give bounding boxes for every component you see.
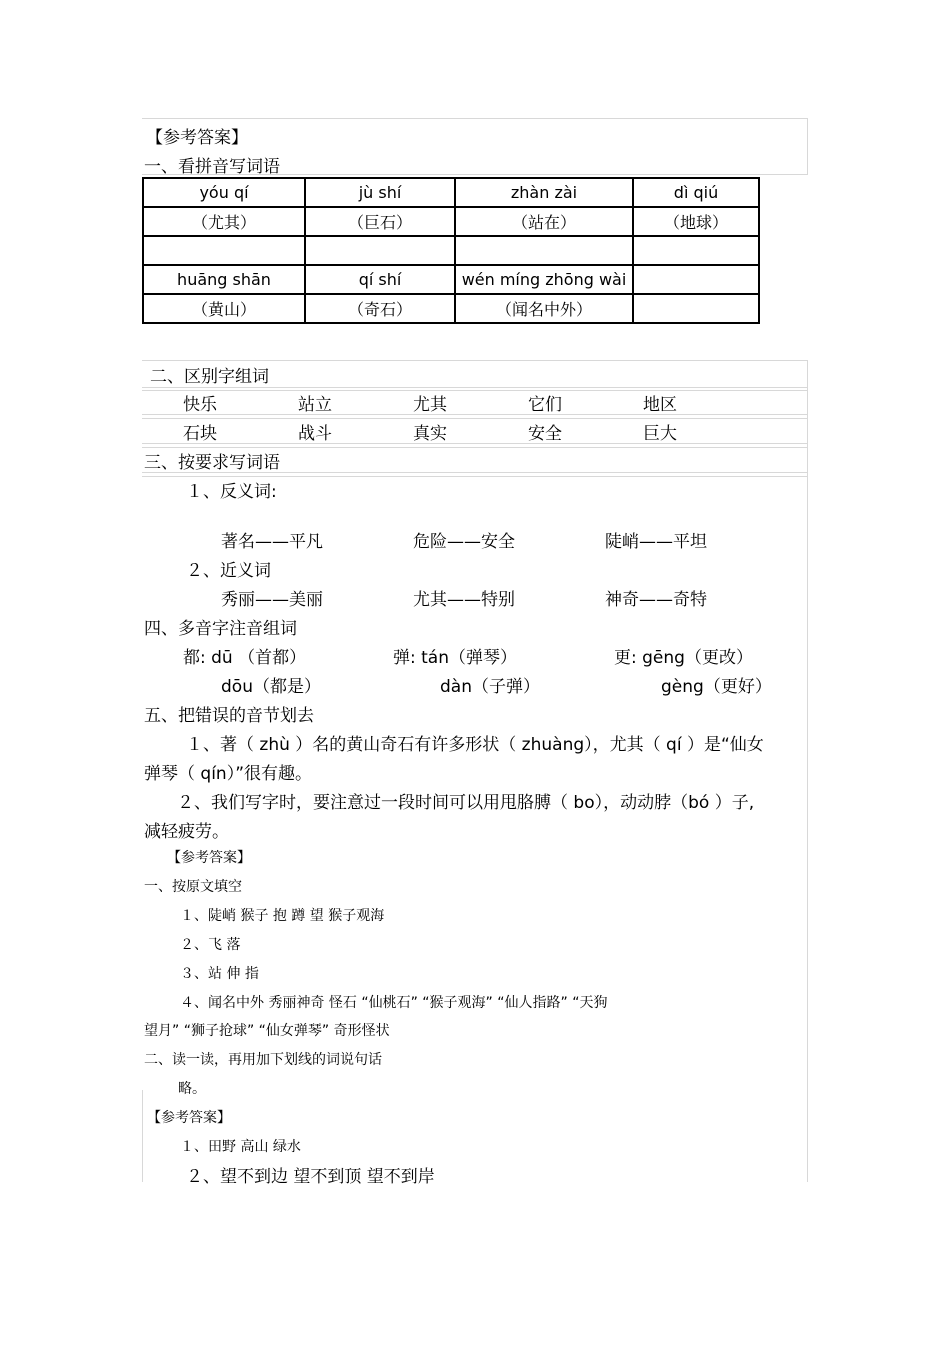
antonym-pair: 危险——安全 (413, 532, 515, 552)
divider (142, 390, 807, 391)
polyphone-item: 都: dū （首都） (183, 648, 307, 668)
word-item: 巨大 (643, 424, 677, 444)
word-item: 尤其 (413, 395, 447, 415)
sentence-line: 减轻疲劳。 (144, 822, 229, 842)
answer-line: １、田野 高山 绿水 (180, 1139, 301, 1155)
answer-line: １、陡峭 猴子 抱 蹲 望 猴子观海 (180, 908, 385, 924)
answer-label: 【参考答案】 (147, 1110, 231, 1126)
polyphone-item: dàn（子弹） (440, 677, 540, 697)
table-cell: huāng shān (143, 265, 305, 294)
word-item: 站立 (298, 395, 332, 415)
answer-line: ２、望不到边 望不到顶 望不到岸 (186, 1167, 435, 1187)
answer-line: 望月” “狮子抢球” “仙女弹琴” 奇形怪状 (144, 1023, 390, 1039)
part2-heading: 一、按原文填空 (144, 879, 242, 895)
answer-line: ２、飞 落 (180, 937, 241, 953)
table-cell: dì qiú (633, 178, 759, 207)
divider (142, 414, 807, 415)
answer-label: 【参考答案】 (146, 128, 248, 148)
table-cell: （站在） (455, 207, 633, 236)
divider (142, 418, 807, 419)
divider (807, 118, 808, 175)
table-cell: （巨石） (305, 207, 455, 236)
answer-line: 略。 (178, 1081, 206, 1097)
sentence-line: １、著（ zhù ）名的黄山奇石有许多形状（ zhuàng），尤其（ qí ）是“仙女 (186, 735, 764, 755)
table-cell: （闻名中外） (455, 294, 633, 323)
word-item: 快乐 (183, 395, 217, 415)
table-cell: yóu qí (143, 178, 305, 207)
divider (142, 443, 807, 444)
table-cell: （黄山） (143, 294, 305, 323)
section3-heading: 三、按要求写词语 (144, 453, 280, 473)
table-cell: wén míng zhōng wài (455, 265, 633, 294)
word-item: 地区 (643, 395, 677, 415)
section4-heading: 四、多音字注音组词 (144, 619, 297, 639)
synonym-pair: 秀丽——美丽 (221, 590, 323, 610)
part2-heading: 二、读一读，再用加下划线的词说句话 (144, 1052, 382, 1068)
section5-heading: 五、把错误的音节划去 (144, 706, 314, 726)
word-item: 它们 (528, 395, 562, 415)
word-item: 石块 (183, 424, 217, 444)
table-cell: zhàn zài (455, 178, 633, 207)
pinyin-table (142, 177, 760, 324)
polyphone-item: dōu（都是） (221, 677, 321, 697)
synonym-pair: 尤其——特别 (413, 590, 515, 610)
answer-line: ３、站 伸 指 (180, 966, 259, 982)
antonym-pair: 陡峭——平坦 (605, 532, 707, 552)
table-cell: qí shí (305, 265, 455, 294)
section2-heading: 二、区别字组词 (150, 367, 269, 387)
table-cell: （地球） (633, 207, 759, 236)
table-row (143, 265, 759, 294)
table-row (143, 178, 759, 207)
table-row (143, 207, 759, 236)
word-item: 真实 (413, 424, 447, 444)
table-cell (633, 265, 759, 294)
sentence-line: 弹琴（ qín）”很有趣。 (144, 764, 312, 784)
synonym-pair: 神奇——奇特 (605, 590, 707, 610)
divider (142, 387, 807, 388)
table-cell: jù shí (305, 178, 455, 207)
table-cell (633, 294, 759, 323)
table-cell (305, 236, 455, 265)
antonym-label: １、反义词: (186, 482, 277, 502)
antonym-pair: 著名——平凡 (221, 532, 323, 552)
divider (142, 360, 807, 361)
table-row (143, 236, 759, 265)
divider (142, 1090, 143, 1182)
table-row (143, 294, 759, 323)
table-cell: （尤其） (143, 207, 305, 236)
table-cell: （奇石） (305, 294, 455, 323)
table-cell (455, 236, 633, 265)
synonym-label: ２、近义词 (186, 561, 271, 581)
divider (807, 360, 808, 1182)
polyphone-item: 更: gēng（更改） (614, 648, 753, 668)
word-item: 安全 (528, 424, 562, 444)
table-cell (633, 236, 759, 265)
word-item: 战斗 (298, 424, 332, 444)
polyphone-item: 弹: tán（弹琴） (393, 648, 517, 668)
answer-line: ４、闻名中外 秀丽神奇 怪石 “仙桃石” “猴子观海” “仙人指路” “天狗 (180, 995, 608, 1011)
table-cell (143, 236, 305, 265)
polyphone-item: gèng（更好） (661, 677, 772, 697)
section1-heading: 一、看拼音写词语 (144, 157, 280, 177)
divider (142, 118, 807, 119)
answer-label: 【参考答案】 (167, 850, 251, 866)
sentence-line: ２、我们写字时，要注意过一段时间可以用甩胳膊（ bo），动动脖（bó ）子, (177, 793, 755, 813)
